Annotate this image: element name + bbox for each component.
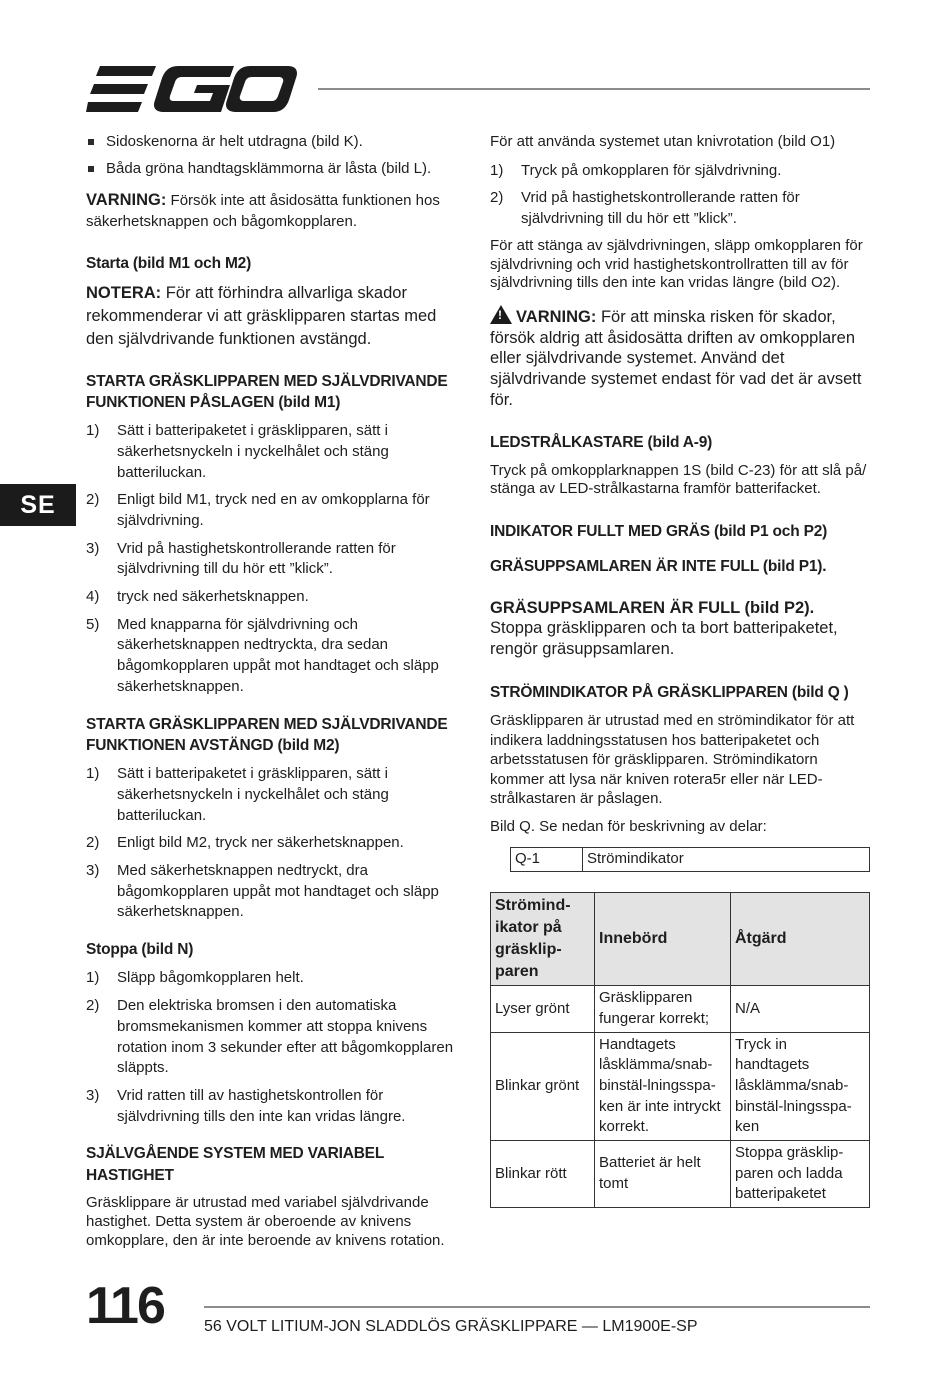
note-text: För att förhindra allvarliga skador rekommenderar vi att gräsklipparen startas med den självdrivande funktionen avstängd.	[86, 284, 437, 348]
o2-text: För att stänga av självdrivningen, släpp omkopplaren för självdrivning och vrid hastighetskontrollratten till av för självdrivning tills den inte kan vridas längre (bild O2).	[490, 236, 863, 292]
language-tab: SE	[0, 484, 76, 526]
warning-text: Försök inte att åsidosätta funktionen hos säkerhetsknappen och bågomkopplaren.	[86, 192, 440, 231]
led-heading: LEDSTRÅLKASTARE (bild A-9)	[490, 434, 713, 452]
o1-steps	[490, 161, 870, 230]
header-rule	[318, 88, 870, 90]
step-text: Vrid ratten till av hastighetskontrollen för självdrivning tills den inte kan vridas längre.	[117, 1086, 406, 1125]
warning2-paragraph	[490, 305, 870, 410]
step-item	[86, 490, 466, 531]
warning2-text: För att minska risken för skador, försök aldrig att åsidosätta driften av omkopplaren eller självdrivande systemet. Använd det självdrivande systemet endast för vad det är avsett för.	[490, 308, 862, 409]
stop-steps	[86, 968, 466, 1127]
table-cell: Tryck in handtagets låsklämma/snab-binstäl-lningsspa-ken	[731, 1032, 870, 1140]
ego-logo	[86, 64, 298, 114]
list-item	[86, 132, 466, 153]
step-text: Med säkerhetsknappen nedtryckt, dra bågomkopplaren uppåt mot handtaget och släpp säkerhetsknappen.	[117, 862, 439, 921]
not-full-heading: GRÄSUPPSAMLAREN ÄR INTE FULL (bild P1).	[490, 558, 827, 576]
bild-q-caption: Bild Q. Se nedan för beskrivning av delar:	[490, 817, 767, 835]
step-item	[490, 188, 870, 229]
warning-triangle-icon	[490, 305, 512, 324]
led-text: Tryck på omkopplarknappen 1S (bild C-23) för att slå på/ stänga av LED-strålkastarna framför batterifacket.	[490, 461, 867, 498]
step-number: 4)	[86, 588, 100, 606]
table-header-row	[491, 892, 870, 985]
warning-paragraph	[86, 189, 466, 232]
full-text: Stoppa gräsklipparen och ta bort batteripaketet, rengör gräsuppsamlaren.	[490, 619, 838, 658]
full-label: GRÄSUPPSAMLAREN ÄR FULL (bild P2).	[490, 598, 815, 617]
step-item	[86, 861, 466, 923]
step-text: Enligt bild M1, tryck ned en av omkopplarna för självdrivning.	[117, 491, 430, 529]
m2-heading: STARTA GRÄSKLIPPAREN MED SJÄLVDRIVANDE FUNKTIONEN AVSTÄNGD (bild M2)	[86, 715, 448, 754]
status-table	[490, 892, 870, 1208]
list-item-text: Båda gröna handtagsklämmorna är låsta (bild L).	[106, 159, 432, 177]
table-row	[491, 986, 870, 1032]
step-number: 2)	[86, 491, 100, 509]
power-text: Gräsklipparen är utrustad med en strömindikator för att indikera laddningsstatusen hos batteripaketet och arbetsstatusen för gräsklipparen. Strömindikatorn kommer att lysa när kniven rotera5r eller när LED-strålkastaren är påslagen.	[490, 712, 855, 807]
step-text: Vrid på hastighetskontrollerande ratten för självdrivning till du hör ett ”klick”.	[117, 539, 396, 578]
step-item	[86, 421, 466, 483]
step-number: 5)	[86, 615, 100, 633]
bullet-square-icon	[88, 139, 94, 145]
step-number: 3)	[86, 539, 100, 557]
table-row	[491, 1032, 870, 1140]
full-indicator-heading: INDIKATOR FULLT MED GRÄS (bild P1 och P2)	[490, 523, 828, 540]
step-item	[86, 1086, 466, 1127]
header-action: Åtgärd	[731, 892, 870, 985]
note-paragraph	[86, 282, 466, 350]
step-item	[86, 764, 466, 826]
table-cell: Blinkar grönt	[491, 1032, 595, 1140]
right-column	[490, 132, 870, 1208]
footer-rule	[204, 1306, 870, 1308]
full-paragraph	[490, 598, 870, 660]
table-row	[511, 848, 870, 872]
m1-steps	[86, 421, 466, 697]
step-number: 2)	[86, 834, 100, 852]
step-item	[86, 968, 466, 989]
step-item	[86, 587, 466, 608]
step-text: Enligt bild M2, tryck ner säkerhetsknappen.	[117, 834, 404, 852]
table-cell: N/A	[731, 986, 870, 1032]
bullet-list	[86, 132, 466, 179]
step-item	[86, 996, 466, 1079]
step-text: Den elektriska bromsen i den automatiska bromsmekanismen kommer att stoppa knivens rotation inom 3 sekunder efter att bågomkopplaren släppts.	[117, 997, 454, 1077]
step-item	[86, 615, 466, 698]
step-text: Sätt i batteripaketet i gräsklipparen, sätt i säkerhetsnyckeln i nyckelhålet och stäng batteriluckan.	[117, 765, 389, 824]
bullet-square-icon	[88, 166, 94, 172]
step-number: 3)	[86, 1086, 100, 1104]
table-cell: Stoppa gräsklip-paren och ladda batteripaketet	[731, 1141, 870, 1208]
table-cell: Handtagets låsklämma/snab-binstäl-lningsspa-ken är inte intryckt korrekt.	[595, 1032, 731, 1140]
step-number: 2)	[86, 997, 100, 1015]
header-meaning: Innebörd	[595, 892, 731, 985]
step-text: tryck ned säkerhetsknappen.	[117, 588, 309, 606]
note-label: NOTERA:	[86, 284, 162, 303]
step-text: Med knapparna för självdrivning och säkerhetsknappen nedtryckta, dra sedan bågomkopplaren uppåt mot handtaget och släpp säkerhetsknappen.	[117, 615, 439, 695]
table-row	[491, 1141, 870, 1208]
step-number: 3)	[86, 862, 100, 879]
page-number: 116	[86, 1277, 164, 1335]
step-number: 1)	[86, 765, 100, 783]
step-number: 1)	[86, 422, 100, 440]
step-number: 1)	[86, 969, 100, 987]
power-heading: STRÖMINDIKATOR PÅ GRÄSKLIPPAREN (bild Q )	[490, 683, 849, 701]
start-heading: Starta (bild M1 och M2)	[86, 254, 252, 272]
step-number: 2)	[490, 189, 504, 207]
part-code: Q-1	[511, 848, 583, 872]
step-item	[490, 161, 870, 182]
parts-table	[510, 847, 870, 872]
list-item-text: Sidoskenorna är helt utdragna (bild K).	[106, 133, 363, 150]
o1-intro: För att använda systemet utan knivrotation (bild O1)	[490, 133, 836, 150]
list-item	[86, 159, 466, 180]
warning-label: VARNING:	[86, 191, 167, 210]
header-indicator: Strömind-ikator på gräsklip-paren	[491, 892, 595, 985]
m2-steps	[86, 764, 466, 923]
step-text: Släpp bågomkopplaren helt.	[117, 969, 304, 987]
logo-text: EGO	[86, 64, 89, 65]
step-item	[86, 833, 466, 854]
table-cell: Batteriet är helt tomt	[595, 1141, 731, 1208]
step-text: Sätt i batteripaketet i gräsklipparen, sätt i säkerhetsnyckeln i nyckelhålet och stäng batteriluckan.	[117, 422, 389, 481]
step-item	[86, 539, 466, 580]
m1-heading: STARTA GRÄSKLIPPAREN MED SJÄLVDRIVANDE FUNKTIONEN PÅSLAGEN (bild M1)	[86, 372, 448, 411]
left-column	[86, 132, 466, 1258]
variable-heading: SJÄLVGÅENDE SYSTEM MED VARIABEL HASTIGHET	[86, 1145, 384, 1184]
variable-text: Gräsklippare är utrustad med variabel självdrivande hastighet. Detta system är oberoende av knivens omkopplare, den är inte beroende av knivens rotation.	[86, 1194, 445, 1249]
table-cell: Blinkar rött	[491, 1141, 595, 1208]
warning2-label: VARNING:	[516, 308, 597, 326]
step-number: 1)	[490, 161, 504, 179]
table-cell: Lyser grönt	[491, 986, 595, 1032]
footer-product: 56 VOLT LITIUM-JON SLADDLÖS GRÄSKLIPPARE — LM1900E-SP	[204, 1318, 698, 1335]
part-description: Strömindikator	[583, 848, 870, 872]
step-text: Vrid på hastighetskontrollerande ratten för självdrivning till du hör ett ”klick”.	[521, 189, 800, 228]
step-text: Tryck på omkopplaren för självdrivning.	[521, 161, 782, 179]
stop-heading: Stoppa (bild N)	[86, 941, 194, 959]
table-cell: Gräsklipparen fungerar korrekt;	[595, 986, 731, 1032]
